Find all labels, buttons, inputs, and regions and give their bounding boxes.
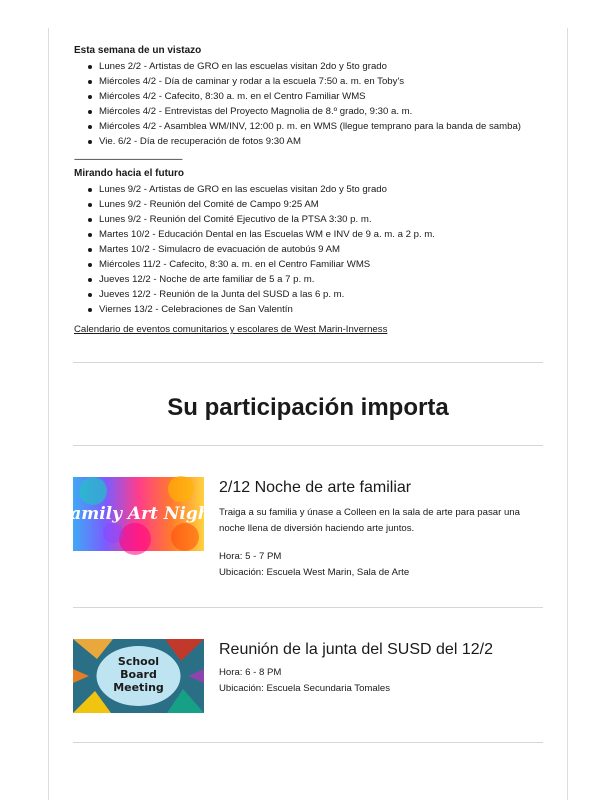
list-item: Lunes 9/2 - Artistas de GRO en las escuelas visitan 2do y 5to grado [74, 182, 544, 197]
this-week-list [74, 59, 544, 149]
event-time: Hora: 5 - 7 PM [219, 551, 282, 562]
school-board-meeting-image [73, 639, 204, 718]
divider [73, 445, 543, 446]
future-list [74, 182, 544, 317]
list-item: Martes 10/2 - Educación Dental en las Escuelas WM e INV de 9 a. m. a 2 p. m. [74, 227, 544, 242]
event-title: 2/12 Noche de arte familiar [219, 479, 412, 496]
board-image-text-line: School [117, 655, 160, 668]
board-image-text-line: Meeting [113, 681, 164, 694]
board-image-text-line: Board [120, 668, 157, 681]
list-item: Vie. 6/2 - Día de recuperación de fotos 9:30 AM [74, 134, 544, 149]
list-item: Lunes 9/2 - Reunión del Comité de Campo 9:25 AM [74, 197, 544, 212]
event-description: Traiga a su familia y únase a Colleen en la sala de arte para pasar una noche llena de diversión haciendo arte juntos. [219, 507, 520, 534]
list-item: Jueves 12/2 - Reunión de la Junta del SUSD a las 6 p. m. [74, 287, 544, 302]
future-heading: Mirando hacia el futuro [74, 168, 185, 179]
event-time: Hora: 6 - 8 PM [219, 667, 282, 678]
list-item: Miércoles 11/2 - Cafecito, 8:30 a. m. en el Centro Familiar WMS [74, 257, 544, 272]
dashed-separator: ------------------------------------------------------ [74, 154, 182, 164]
list-item: Viernes 13/2 - Celebraciones de San Valentín [74, 302, 544, 317]
family-art-night-image [59, 477, 218, 556]
divider [73, 607, 543, 608]
list-item: Miércoles 4/2 - Entrevistas del Proyecto Magnolia de 8.º grado, 9:30 a. m. [74, 104, 544, 119]
event-location: Ubicación: Escuela West Marin, Sala de Arte [219, 567, 410, 578]
art-night-image-text: Family Art Night [59, 504, 218, 524]
community-calendar-link[interactable]: Calendario de eventos comunitarios y escolares de West Marin-Inverness [74, 324, 388, 335]
event-details [219, 477, 543, 581]
events-overview [74, 44, 544, 337]
this-week-heading: Esta semana de un vistazo [74, 45, 202, 56]
event-details [219, 639, 543, 697]
list-item: Miércoles 4/2 - Asamblea WM/INV, 12:00 p. m. en WMS (llegue temprano para la banda de samba) [74, 119, 544, 134]
list-item: Miércoles 4/2 - Cafecito, 8:30 a. m. en el Centro Familiar WMS [74, 89, 544, 104]
participation-title: Su participación importa [167, 394, 449, 421]
list-item: Lunes 2/2 - Artistas de GRO en las escuelas visitan 2do y 5to grado [74, 59, 544, 74]
event-title: Reunión de la junta del SUSD del 12/2 [219, 641, 493, 658]
list-item: Martes 10/2 - Simulacro de evacuación de autobús 9 AM [74, 242, 544, 257]
divider [73, 362, 543, 363]
list-item: Lunes 9/2 - Reunión del Comité Ejecutivo de la PTSA 3:30 p. m. [74, 212, 544, 227]
divider [73, 742, 543, 743]
list-item: Jueves 12/2 - Noche de arte familiar de 5 a 7 p. m. [74, 272, 544, 287]
event-location: Ubicación: Escuela Secundaria Tomales [219, 683, 391, 694]
list-item: Miércoles 4/2 - Día de caminar y rodar a la escuela 7:50 a. m. en Toby's [74, 74, 544, 89]
